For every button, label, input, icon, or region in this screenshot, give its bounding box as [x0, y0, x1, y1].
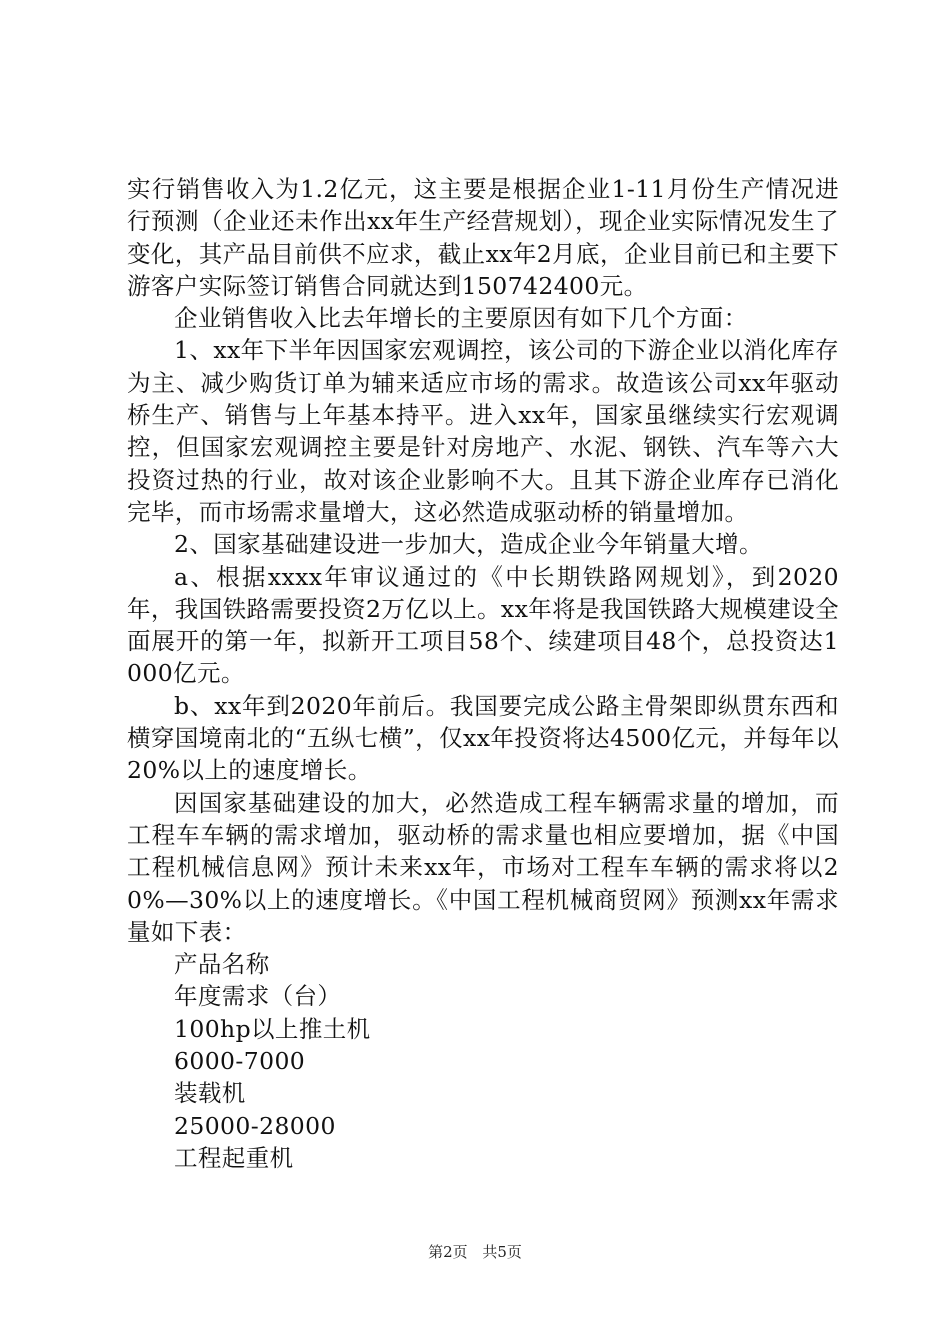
document-body — [127, 173, 839, 1174]
page-footer — [0, 1242, 950, 1262]
paragraph-demand-forecast: 因国家基础建设的加大，必然造成工程车辆需求量的增加，而工程车车辆的需求增加，驱动桥的需求量也相应要增加，据《中国工程机械信息网》预计未来xx年，市场对工程车车辆的需求将以20%—30%以上的速度增长。《中国工程机械商贸网》预测xx年需求量如下表： — [127, 788, 839, 946]
paragraph-sales-revenue: 实行销售收入为1.2亿元，这主要是根据企业1-11月份生产情况进行预测（企业还未作出xx年生产经营规划），现企业实际情况发生了变化，其产品目前供不应求，截止xx年2月底，企业目前已和主要下游客户实际签订销售合同就达到150742400元。 — [127, 175, 839, 300]
page-total: 共5页 — [482, 1243, 522, 1261]
table-cell-bulldozer-demand: 6000-7000 — [174, 1047, 306, 1076]
page-number: 第2页 — [428, 1243, 468, 1261]
table-header-annual-demand: 年度需求（台） — [174, 982, 342, 1011]
paragraph-reason-2: 2、国家基础建设进一步加大，造成企业今年销量大增。 — [174, 530, 763, 559]
table-cell-loader: 装载机 — [174, 1079, 246, 1108]
paragraph-growth-reasons-intro: 企业销售收入比去年增长的主要原因有如下几个方面： — [174, 304, 748, 333]
paragraph-reason-2b: b、xx年到2020年前后。我国要完成公路主骨架即纵贯东西和横穿国境南北的“五纵七横”，仅xx年投资将达4500亿元，并每年以20%以上的速度增长。 — [127, 691, 839, 785]
paragraph-reason-2a: a、根据xxxx年审议通过的《中长期铁路网规划》，到2020年，我国铁路需要投资2万亿以上。xx年将是我国铁路大规模建设全面展开的第一年，拟新开工项目58个、续建项目48个，总投资达1000亿元。 — [127, 562, 839, 688]
table-cell-loader-demand: 25000-28000 — [174, 1111, 336, 1140]
table-cell-crane: 工程起重机 — [174, 1143, 294, 1172]
table-header-product-name: 产品名称 — [174, 950, 270, 979]
table-cell-bulldozer: 100hp以上推土机 — [174, 1014, 371, 1043]
paragraph-reason-1: 1、xx年下半年因国家宏观调控，该公司的下游企业以消化库存为主、减少购货订单为辅来适应市场的需求。故造该公司xx年驱动桥生产、销售与上年基本持平。进入xx年，国家虽继续实行宏观调控，但国家宏观调控主要是针对房地产、水泥、钢铁、汽车等六大投资过热的行业，故对该企业影响不大。且其下游企业库存已消化完毕，而市场需求量增大，这必然造成驱动桥的销量增加。 — [127, 336, 839, 526]
